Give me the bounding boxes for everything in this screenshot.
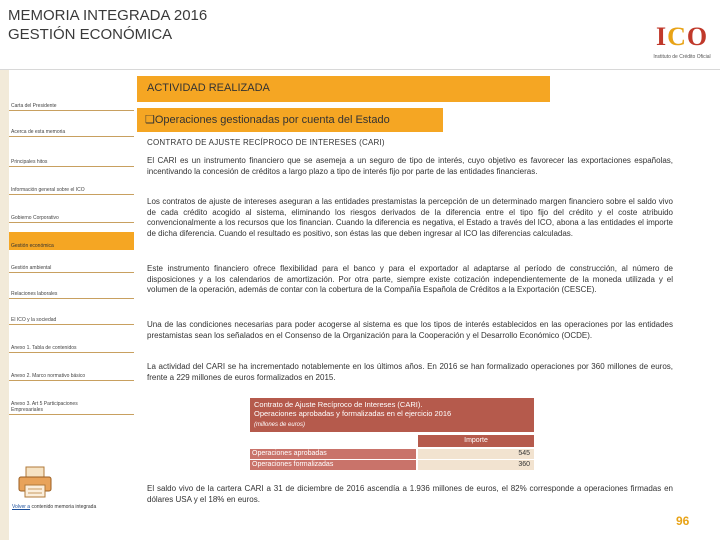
table-title-line2: Operaciones aprobadas y formalizadas en el ejercicio 2016: [254, 409, 452, 418]
sidebar-item-label: Información general sobre el ICO: [11, 187, 85, 193]
paragraph-5: La actividad del CARI se ha incrementado notablemente en los últimos años. En 2016 se han formalizado operaciones por 360 millones de euros, frente a 229 millones de euros formalizados en 2015.: [147, 362, 673, 382]
cari-table: [250, 398, 534, 472]
header-title-line2: GESTIÓN ECONÓMICA: [8, 26, 173, 43]
side-strip: [0, 70, 9, 540]
sidebar-item-label: Anexo 1. Tabla de contenidos: [11, 345, 77, 351]
sidebar-item-label: Gestión económica: [11, 243, 54, 249]
ops-banner: [137, 108, 443, 132]
table-header: [250, 398, 534, 432]
sidebar-item-informacion-general[interactable]: [9, 180, 134, 195]
row-label-cell: [250, 449, 416, 459]
sidebar-item-label: Anexo 2. Marco normativo básico: [11, 373, 86, 379]
paragraph-1: El CARI es un instrumento financiero que se asemeja a un seguro de tipo de interés, cuyo objetivo es favorecer las exportaciones españolas, incentivando la concesión de créditos a largo plazo a tipo de interés fijo por parte de las entidades financieras.: [147, 156, 673, 176]
sidebar-nav: [9, 96, 134, 526]
table-title-line1: Contrato de Ajuste Recíproco de Intereses (CARI).: [254, 400, 423, 409]
sidebar-item-gestion-ambiental[interactable]: [9, 258, 134, 273]
page-number: 96: [676, 514, 690, 528]
paragraph-3: Este instrumento financiero ofrece flexibilidad para el banco y para el exportador al adaptarse al período de construcción, al número de disposiciones y a los calendarios de amortización. Por otra parte, siempre existe cotización independientemente de la moneda utilizada y el volumen de la operación, además de contar con la cobertura de la Compañía Española de Créditos a la Exportación (CESCE).: [147, 264, 673, 294]
row-label: Operaciones aprobadas: [252, 450, 327, 457]
row-value: 545: [518, 450, 530, 457]
header-title-line1: MEMORIA INTEGRADA 2016: [8, 7, 208, 24]
table-row: [250, 449, 534, 459]
sidebar-item-label: Carta del Presidente: [11, 103, 57, 109]
activity-banner: [137, 76, 550, 102]
row-label: Operaciones formalizadas: [252, 461, 334, 468]
sidebar-item-anexo-2[interactable]: [9, 366, 134, 381]
sidebar-item-label: Gestión ambiental: [11, 265, 52, 271]
table-title-line3: (millones de euros): [254, 422, 306, 428]
sidebar-item-relaciones-laborales[interactable]: [9, 284, 134, 299]
sidebar-item-label: Relaciones laborales: [11, 291, 58, 297]
sidebar-item-ico-sociedad[interactable]: [9, 310, 134, 325]
sidebar-item-anexo-3[interactable]: [9, 390, 134, 415]
sidebar-item-label: Principales hitos: [11, 159, 48, 165]
activity-title: ACTIVIDAD REALIZADA: [147, 82, 270, 94]
paragraph-2: Los contratos de ajuste de intereses aseguran a las entidades prestamistas la percepción de un determinado margen financiero sobre el saldo vivo de cada crédito acogido al sistema, eliminando los riesgos derivados de la diferencia entre el tipo fijo del crédito y el coste atribuido convencionalmente a los recursos que los financian. Cuando la diferencia es negativa, el Estado a través del ICO, abona a las entidades el importe de dicha diferencia. Cuando el resultado es positivo, son éstas las que deben ingresar al ICO las diferencias calculadas.: [147, 197, 673, 238]
sidebar-item-gobierno-corporativo[interactable]: [9, 208, 134, 223]
logo-mark: ICO: [656, 22, 709, 51]
header-divider: [0, 69, 720, 70]
ops-title: ❑Operaciones gestionadas por cuenta del Estado: [145, 114, 390, 126]
table-column-header: [418, 435, 534, 447]
section-title: CONTRATO DE AJUSTE RECÍPROCO DE INTERESES (CARI): [147, 138, 385, 147]
sidebar-item-label: Acerca de esta memoria: [11, 129, 66, 135]
table-row: [250, 460, 534, 470]
row-label-cell: [250, 460, 416, 470]
sidebar-item-anexo-1[interactable]: [9, 338, 134, 353]
row-value-cell: [418, 449, 534, 459]
row-value: 360: [518, 461, 530, 468]
paragraph-4: Una de las condiciones necesarias para poder acogerse al sistema es que los tipos de interés establecidos en las operaciones por las entidades prestamistas sean los señalados en el Consenso de la Organización para la Cooperación y el Desarrollo Económico (OCDE).: [147, 320, 673, 340]
sidebar-item-acerca-memoria[interactable]: [9, 122, 134, 137]
ico-logo: [652, 22, 712, 64]
back-link-prefix[interactable]: Volver a: [12, 504, 31, 510]
sidebar-item-carta-presidente[interactable]: [9, 96, 134, 111]
sidebar-item-gestion-economica[interactable]: [9, 232, 134, 250]
back-to-contents-link[interactable]: [12, 504, 96, 510]
printer-icon[interactable]: [16, 465, 56, 499]
paragraph-6: El saldo vivo de la cartera CARI a 31 de diciembre de 2016 ascendía a 1.936 millones de euros, el 82% corresponde a operaciones firmadas en dólares USA y el 18% en euros.: [147, 484, 673, 504]
sidebar-item-label: Anexo 3. Art 5 Participaciones Empresariales: [11, 401, 78, 413]
sidebar-item-label: Gobierno Corporativo: [11, 215, 59, 221]
sidebar-item-label: El ICO y la sociedad: [11, 317, 57, 323]
sidebar-item-principales-hitos[interactable]: [9, 152, 134, 167]
row-value-cell: [418, 460, 534, 470]
column-header-label: Importe: [464, 437, 488, 444]
logo-subtitle: Instituto de Crédito Oficial: [653, 54, 711, 60]
header-title: [8, 6, 207, 44]
back-link-text[interactable]: contenido memoria integrada: [31, 504, 97, 510]
